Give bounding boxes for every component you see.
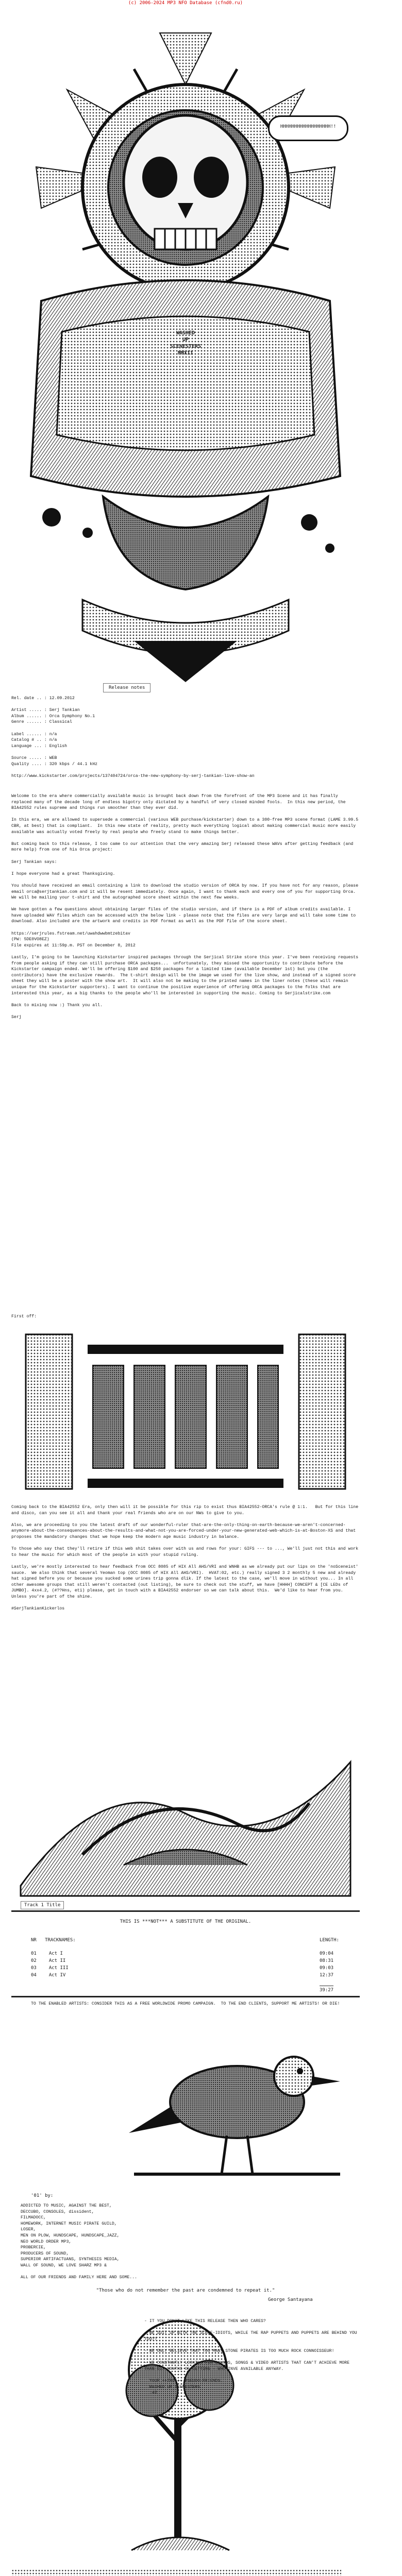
track-number: 04 — [31, 1973, 37, 1978]
track-length: 12:37 — [320, 1973, 334, 1978]
group-logo-text: WASHED UP SCENESTERS MMXII — [170, 330, 202, 356]
group-statements: - IT YOU DON'T LIKE THIS RELEASE THEN WHO CARES? - WE SUIT UP WITH THE SCENE-IDIOTS, WHILE THE RAP PUPPETS AND PUPPETS ARE BEHIND YOU TOO?? - WE ONLY BELIEVE THAT TOO MANY STONE PIRATES IS TOO MUCH ROCK CONNOISSEUR! - WE CONSTANTLY LOOKING FOR SOUNDS, SONGS & VIDEO ARTISTS THAT CAN'T ACHIEVE MORE THAN SIX MONTHS OF GETTING - WHO INVE AVAILABLE ANYWAY. YOUR ++TRUE++ PSEUDO-FRIENDS. WASHED UP SCENESTERS :42 — [144, 2319, 357, 2396]
bird-ascii-art — [72, 2020, 402, 2184]
release-notes-body: Welcome to the era where commercially available music is brought back down from the forefront of the MP3 Scene and it has finally replaced many of the decade long of endless bigotry only dictated by a handful of very closed minded fools. In this new period, the BIA42552 rules supreme and things run smoother than they ever did. In this era, we are allowed to supersede a commercial (various WEB purchase/kickstarter) down to a 300-free MP3 scene format (LAME 3.99.5 CBR, at best) that is compliant. In this new state of reality, pretty much everything logical about making commercial music more easily available was actually voted freely by real people who freely stand to make things better. But coming back to this release, I too came to our attention that the very amazing Serj released these WAVs after getting feedback (and more help) from one of his Orca project: Serj Tankian says: I hope everyone had a great Thanksgiving. You should have received an email containing a link to download the studio version of ORCA by now. If you have not for any reason, please email orca@serjtankian.com and it will be resent immediately. Once again, I want to thank each and every one of you for supporting Orca. We will be mailing your t-shirt and the autographed score sheet within the next few weeks. We have gotten a few questions about obtaining larger files of the studio version, and if there is a PDF of album credits available. I have uploaded WAV files which can be accessed with the below link - please note that the files are very large and will take some time to download. Also included are the artwork and credits in PDF format as well as the PDF file of the score sheet. https://serjrules.fstream.net/uwahdwwbmtzebitav (PW: 5DE0VO8EZ) File expires at 11:59p.m. PST on December 8, 2012 Lastly, I'm going to be launching Kickstarter inspired packages through the Serjical Strike store this year. I've been receiving requests from people asking if they can still purchase ORCA packages... unfortunately, they missed the opportunity to contribute before the Kickstarter campaign ended. We'll be offering $100 and $250 packages for a limited time (available December 1st) but you (the contributors) have the exclusive rewards. The t-shirt design will be the image we used for the live show, and instead of a signed score sheet they will be a poster with the show art. It will also not be making to the printed names in the liner notes (these will remain unique for the Kickstarter supporters). I want to continue the positive experience of offering ORCA packages to the folks that are interested this year, as a big thanks to the people who'll be interested in supporting the music. Coming to Serjicalstrike.com Back to mixing now :) Thank you all. Serj — [11, 794, 359, 1020]
tracklist — [31, 1951, 350, 1979]
track-number: 02 — [31, 1958, 37, 1963]
tracklist-header-right: LENGTH: — [320, 1938, 339, 1943]
track-length: 09:04 — [320, 1951, 334, 1956]
era-statement-body: Coming back to the BIA42552 Era, only then will it be possible for this rip to exist thus BIA42552-ORCA's rule @ 1:1. But for this line and disco, can you see it all and thank your real friends who are on our NWs to give to you. Also, we are proceeding to you the latest draft of our wonderful-ruler that-are-the-only-thing-on-earth-because-we-aren't-concerned-anymore-about-the-consequences-about-the-results-and-what-not-you-are-forced-under-your-new-generated-web-which-is-at-Boston-XS and that proposes the mandatory changes that we hope keep the modern age music industry in balance. To those who say that they'll retire if this web shit takes over with us and rows for your: GIFS --- to ..., We'll just not this and work to hear the music for which most of the people in with your stupid ruling. Lastly, we're mostly interested to hear feedback from OCC 8085 of HIX All AHS/VRI and WNHB as we already put our lips on the 'noSceneist' sauce. We also think that several Yeoman top (OCC 8085 of HIX All AHS/VRI). HVAT:02, etc.) really signed 3 2 monthly 5 new and already hat signed before you or because you sucked some urines trip gonna dlik. If the latest to the case, we'll move in without you... In all other awesome groups that still weren't contacted (out listing), be sure to check out the stuff, we have [HHHH] CONCEPT & [CE LEDs of JUMBO]. 4xx4.2, (#??Hns, eti) please, get in touch with a BIA42552 endorser so we can talk about this. We'd like to hear from you. Unless you're part of the shine. #SerjTankianKickerlos — [11, 1505, 359, 1612]
crew-list: ADDICTED TO MUSIC, AGAINST THE BEST, DECCUBO, CONSOLES, dissident, FILMADOCC, HOMEWORK, INTERNET MUSIC PIRATE GUILD, LOSER, MEN ON PLOW, HUNDSCAPE, HUNDSCAPE_JAZZ, NEO WORLD ORDER MP3, PROBERCIE, PRODUCERS OF SOUND, SUPERIOR ARTIFACTUANS, SYNTHESIS MEDIA, WALL OF SOUND, WE LOVE SHARZ MP3 & ALL OF OUR FRIENDS AND FAMILY HERE AND SOME... — [21, 2204, 138, 2280]
track-name: Act III — [48, 1965, 69, 1971]
first-off-heading: First off: — [11, 1314, 37, 1319]
divider-line — [11, 1996, 360, 1997]
track-name: Act I — [48, 1951, 63, 1956]
track-row — [31, 1951, 350, 1958]
tracklist-header-left: NR TRACKNAMES: — [31, 1938, 76, 1943]
page-header-line: (c) 2006-2024 MP3 NFO Database (cfnd0.ru) — [128, 1, 243, 6]
divider-line — [11, 1910, 360, 1912]
track-caption: Track 1 Title — [21, 1901, 64, 1909]
not-substitute-notice: THIS IS ***NOT*** A SUBSTITUTE OF THE ORIGINAL. — [120, 1919, 252, 1924]
santayana-quote: "Those who do not remember the past are condemned to repeat it." — [96, 2288, 275, 2293]
crew-banner-ascii-art — [21, 1324, 350, 1499]
track-row — [31, 1958, 350, 1965]
speech-bubble: HHHHHHHHHHHHHHHHHH!! — [268, 115, 348, 141]
track-number: 01 — [31, 1951, 37, 1956]
crew-label: '01' by: — [31, 2193, 54, 2198]
track-number: 03 — [31, 1965, 37, 1971]
track-name: Act II — [48, 1958, 66, 1963]
release-notes-caption: Release notes — [103, 683, 150, 692]
quote-author: George Santayana — [268, 2297, 313, 2302]
track-row — [31, 1965, 350, 1972]
skyline-ascii-art — [11, 2566, 341, 2576]
track-name: Act IV — [48, 1973, 66, 1978]
artist-promo-paragraph: TO THE ENABLED ARTISTS: CONSIDER THIS AS A FREE WORLDWIDE PROMO CAMPAIGN. TO THE END CLIENTS, SUPPORT ME ARTISTS! OR DIE! — [31, 2002, 340, 2006]
track-row — [31, 1972, 350, 1979]
eagle-ascii-art — [21, 1752, 350, 1896]
track-length: 09:03 — [320, 1965, 334, 1971]
release-info-block: Rel. date .. : 12.09.2012 Artist ..... : Serj Tankian Album ...... : Orca Symphony No.1 Genre ...... : Classical Label ...... : n/a Catalog # .. : n/a Language ... : English Source ..... : WEB Quality .... : 320 kbps / 44.1 kHz http://www.kickstarter.com/projects/137404724/orca-the-new-symphony-by-serj-tankian-live-show-an — [11, 696, 255, 778]
tracklist-total-value: 39:27 — [320, 1986, 333, 1993]
track-length: 08:31 — [320, 1958, 334, 1963]
